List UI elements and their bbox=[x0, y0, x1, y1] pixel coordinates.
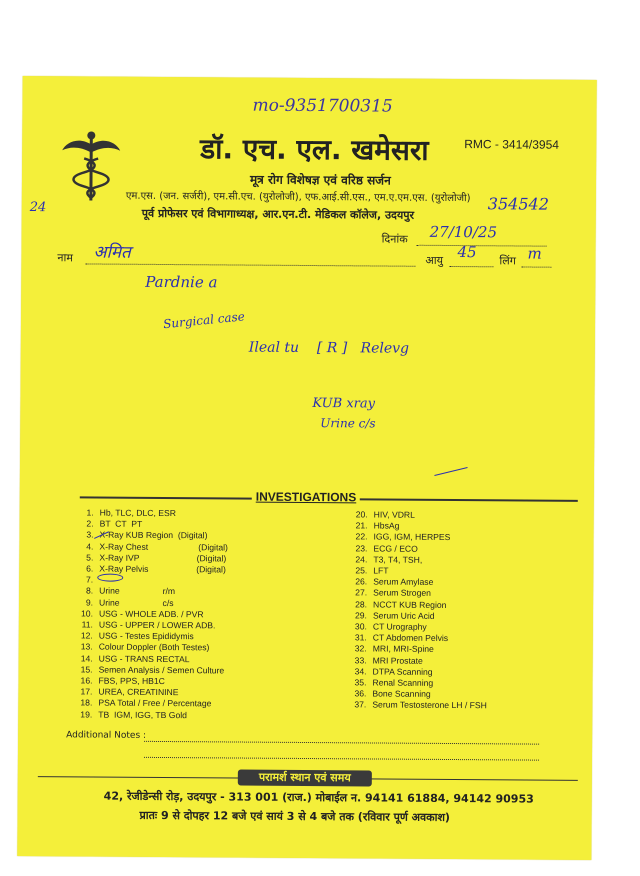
investigation-label: UREA, CREATININE bbox=[98, 686, 179, 698]
investigation-number: 27. bbox=[355, 587, 368, 598]
note-line-3: Ileal tu [ R ] Relevg bbox=[248, 339, 410, 357]
investigation-label: T3, T4, TSH, bbox=[373, 554, 423, 565]
investigation-label: TB IGM, IGG, TB Gold bbox=[98, 709, 187, 720]
investigation-label: Serum Testosterone LH / FSH bbox=[372, 699, 487, 711]
investigation-item bbox=[349, 610, 488, 622]
note-line-1: Pardnie a bbox=[145, 272, 218, 292]
investigation-label: Hb, TLC, DLC, ESR bbox=[99, 507, 176, 519]
investigation-number: 2. bbox=[86, 518, 94, 529]
investigations-left-column bbox=[74, 507, 228, 721]
investigation-item bbox=[349, 633, 488, 645]
position: पूर्व प्रोफेसर एवं विभागाध्यक्ष, आर.एन.टी. मेडिकल कॉलेज, उदयपुर bbox=[141, 206, 415, 222]
investigation-label: Renal Scanning bbox=[372, 677, 434, 688]
additional-notes-label: Additional Notes : bbox=[66, 730, 147, 741]
additional-notes-line-2 bbox=[144, 757, 539, 761]
sex-label: लिंग bbox=[499, 254, 516, 268]
age-label: आयु bbox=[425, 253, 444, 267]
investigation-number: 31. bbox=[354, 632, 367, 643]
consultation-banner: परामर्श स्थान एवं समय bbox=[238, 770, 372, 787]
investigation-label: FBS, PPS, HB1C bbox=[98, 675, 165, 687]
investigation-label: Serum Amylase bbox=[373, 576, 434, 588]
investigation-item bbox=[74, 698, 227, 710]
caduceus-logo bbox=[60, 130, 123, 202]
investigation-item bbox=[75, 586, 228, 598]
investigation-item bbox=[74, 709, 227, 721]
investigation-number: 36. bbox=[354, 688, 367, 699]
investigation-number: 21. bbox=[355, 520, 368, 531]
investigation-item bbox=[349, 577, 488, 589]
investigation-item bbox=[349, 532, 488, 544]
investigation-label: X-Ray IVP (Digital) bbox=[99, 552, 227, 564]
investigation-label: BT CT PT bbox=[99, 518, 143, 530]
investigation-number: 33. bbox=[354, 654, 367, 666]
left-margin-mark: 24 bbox=[29, 200, 47, 216]
investigation-label: Colour Doppler (Both Testes) bbox=[98, 641, 210, 653]
note-line-2: Surgical case bbox=[162, 309, 246, 332]
investigation-number: 4. bbox=[86, 541, 94, 552]
doctor-name: डॉ. एच. एल. खमेसरा bbox=[200, 132, 429, 167]
sex-value: m bbox=[527, 244, 542, 263]
investigation-number: 24. bbox=[355, 554, 368, 565]
investigation-number: 23. bbox=[355, 542, 368, 554]
investigation-label: Bone Scanning bbox=[372, 688, 431, 700]
investigation-label: USG - UPPER / LOWER ADB. bbox=[98, 619, 216, 631]
investigation-label: HbsAg bbox=[373, 520, 400, 531]
investigation-label: Urine c/s bbox=[99, 597, 174, 608]
investigation-item bbox=[349, 554, 488, 566]
investigation-label: Serum Uric Acid bbox=[372, 610, 435, 621]
investigation-number: 34. bbox=[354, 666, 367, 677]
investigation-number: 17. bbox=[80, 686, 93, 697]
additional-notes-line-1 bbox=[144, 741, 539, 745]
scribble-mark bbox=[97, 574, 123, 582]
investigation-number: 28. bbox=[355, 598, 368, 610]
name-line bbox=[85, 263, 415, 266]
investigation-label: Urine r/m bbox=[99, 585, 176, 597]
investigation-number: 14. bbox=[80, 653, 93, 664]
investigation-number: 6. bbox=[86, 563, 94, 574]
handwritten-phone: mo-9351700315 bbox=[252, 95, 393, 117]
investigation-item bbox=[348, 700, 487, 712]
investigation-number: 9. bbox=[85, 597, 94, 608]
investigation-label: NCCT KUB Region bbox=[373, 599, 447, 610]
investigations-title: INVESTIGATIONS bbox=[252, 490, 361, 505]
investigation-label: MRI Prostate bbox=[372, 655, 423, 666]
degrees: एम.एस. (जन. सर्जरी), एम.सी.एच. (युरोलोजी), एफ.आई.सी.एस., एम.ए.एम.एस. (युरोलोजी) bbox=[125, 190, 471, 205]
investigation-label: X-Ray KUB Region (Digital) bbox=[99, 529, 208, 541]
investigation-item bbox=[349, 565, 488, 577]
date-value: 27/10/25 bbox=[429, 222, 498, 242]
investigation-number: 26. bbox=[355, 576, 368, 587]
investigation-item bbox=[349, 644, 488, 656]
specialty: मूत्र रोग विशेषज्ञ एवं वरिष्ठ सर्जन bbox=[249, 172, 391, 188]
investigation-number: 15. bbox=[80, 664, 93, 675]
note-line-5: Urine c/s bbox=[320, 416, 376, 431]
investigation-label: USG - TRANS RECTAL bbox=[98, 653, 190, 664]
investigation-number: 7. bbox=[86, 574, 94, 585]
name-value: अमित bbox=[93, 242, 131, 263]
age-line bbox=[449, 266, 493, 267]
investigation-label: ECG / ECO bbox=[373, 543, 418, 554]
investigation-label: CT Abdomen Pelvis bbox=[372, 632, 449, 644]
investigation-number: 35. bbox=[354, 677, 367, 688]
investigation-label: X-Ray Chest (Digital) bbox=[99, 541, 228, 553]
name-label: नाम bbox=[57, 251, 74, 265]
investigation-number: 19. bbox=[80, 709, 93, 720]
investigation-number: 10. bbox=[80, 608, 94, 619]
prescription-sheet bbox=[17, 76, 596, 860]
investigation-item bbox=[75, 642, 228, 654]
investigation-label: DTPA Scanning bbox=[372, 666, 433, 677]
rmc-number: RMC - 3414/3954 bbox=[464, 137, 560, 152]
age-value: 45 bbox=[457, 243, 477, 262]
investigation-number: 8. bbox=[85, 585, 94, 596]
investigation-number: 20. bbox=[355, 509, 368, 520]
investigation-number: 12. bbox=[80, 630, 93, 641]
investigation-label: LFT bbox=[373, 565, 389, 576]
investigation-label: MRI, MRI-Spine bbox=[372, 643, 434, 655]
investigation-item bbox=[75, 541, 228, 553]
investigations-right-column bbox=[348, 509, 488, 712]
handwritten-reg-number: 354542 bbox=[487, 194, 549, 214]
investigation-number: 1. bbox=[86, 507, 94, 518]
note-line-4: KUB xray bbox=[312, 396, 376, 412]
investigation-label: PSA Total / Free / Percentage bbox=[98, 698, 212, 709]
investigation-item bbox=[348, 689, 487, 701]
investigation-label: USG - WHOLE ADB. / PVR bbox=[98, 608, 204, 620]
investigation-number: 32. bbox=[354, 643, 367, 654]
investigation-label: CT Urography bbox=[372, 621, 427, 632]
investigation-number: 37. bbox=[354, 699, 367, 710]
investigation-item bbox=[349, 655, 488, 667]
investigation-item bbox=[349, 588, 488, 600]
investigation-number: 13. bbox=[80, 641, 93, 652]
clinic-address: 42, रेजीडेन्सी रोड़, उदयपुर - 313 001 (राज.) मोबाईल न. 94141 61884, 94142 90953 bbox=[103, 789, 534, 806]
pen-stroke bbox=[434, 467, 467, 476]
investigation-item bbox=[349, 621, 488, 633]
investigation-item bbox=[75, 597, 228, 609]
investigation-item bbox=[75, 653, 228, 665]
investigation-number: 5. bbox=[86, 552, 94, 563]
investigation-item bbox=[348, 677, 487, 689]
investigation-number: 16. bbox=[80, 675, 93, 686]
clinic-timing: प्रातः 9 से दोपहर 12 बजे एवं सायं 3 से 4 बजे तक (रविवार पूर्ण अवकाश) bbox=[139, 808, 451, 825]
investigation-label: USG - Testes Epididymis bbox=[98, 630, 194, 642]
investigation-number: 3. bbox=[86, 529, 94, 540]
investigation-item bbox=[350, 521, 489, 533]
sex-line bbox=[521, 266, 551, 267]
date-label: दिनांक bbox=[381, 232, 408, 246]
investigation-item bbox=[350, 509, 489, 521]
investigation-number: 11. bbox=[81, 619, 93, 630]
investigation-item bbox=[349, 666, 488, 678]
investigation-label: Serum Strogen bbox=[373, 587, 431, 599]
investigation-number: 30. bbox=[354, 621, 367, 632]
investigation-label: Semen Analysis / Semen Culture bbox=[98, 664, 225, 676]
investigation-number: 18. bbox=[80, 697, 93, 708]
investigation-item bbox=[349, 599, 488, 611]
investigation-number: 22. bbox=[355, 531, 368, 542]
investigation-label: IGG, IGM, HERPES bbox=[373, 531, 451, 543]
investigation-item bbox=[349, 543, 488, 555]
investigation-label: HIV, VDRL bbox=[373, 509, 415, 520]
investigation-number: 29. bbox=[354, 610, 368, 621]
investigation-number: 25. bbox=[355, 565, 368, 576]
investigation-label: X-Ray Pelvis (Digital) bbox=[99, 563, 226, 575]
